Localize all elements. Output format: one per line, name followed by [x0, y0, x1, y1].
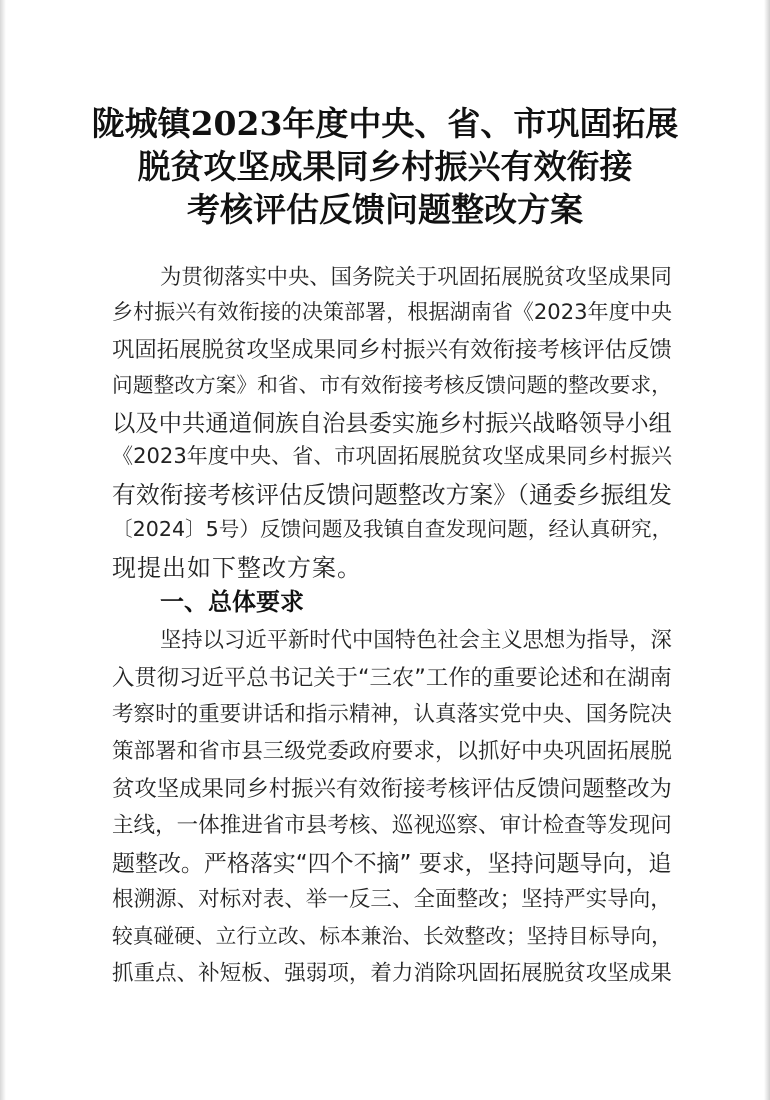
section-line: 题整改。严格落实“四个不摘” 要求，坚持问题导向，追 — [112, 851, 672, 877]
section-line: 较真碰硬、立行立改、标本兼治、长效整改；坚持目标导向， — [112, 924, 672, 948]
section-line: 坚持以习近平新时代中国特色社会主义思想为指导，深 — [160, 628, 672, 653]
intro-line: 为贯彻落实中央、国务院关于巩固拓展脱贫攻坚成果同 — [160, 265, 672, 290]
section-line: 入贯彻习近平总书记关于“三农”工作的重要论述和在湖南 — [112, 665, 672, 691]
intro-line: 《2023年度中央、省、市巩固拓展脱贫攻坚成果同乡村振兴 — [112, 443, 672, 468]
intro-line: 乡村振兴有效衔接的决策部署，根据湖南省《2023年度中央 — [112, 299, 672, 324]
section-line: 根溯源、对标对表、举一反三、全面整改；坚持严实导向， — [112, 887, 672, 912]
section-line: 贫攻坚成果同乡村振兴有效衔接考核评估反馈问题整改为 — [112, 776, 672, 802]
intro-line: 问题整改方案》和省、市有效衔接考核反馈问题的整改要求， — [112, 373, 672, 397]
section-line: 策部署和省市县三级党委政府要求，以抓好中央巩固拓展脱 — [112, 739, 672, 764]
section-line: 主线，一体推进省市县考核、巡视巡察、审计检查等发现问 — [112, 813, 672, 838]
title-line-1: 陇城镇2023年度中央、省、市巩固拓展 — [91, 104, 679, 143]
intro-line: 巩固拓展脱贫攻坚成果同乡村振兴有效衔接考核评估反馈 — [112, 337, 672, 363]
intro-line: 〔2024〕5号）反馈问题及我镇自查发现问题，经认真研究， — [112, 517, 673, 541]
section-line: 抓重点、补短板、强弱项，着力消除巩固拓展脱贫攻坚成果 — [112, 961, 672, 986]
intro-line: 有效衔接考核评估反馈问题整改方案》（通委乡振组发 — [112, 481, 672, 509]
title-line-2: 脱贫攻坚成果同乡村振兴有效衔接 — [137, 147, 633, 186]
section-line: 考察时的重要讲话和指示精神，认真落实党中央、国务院决 — [112, 702, 672, 727]
section-heading: 一、总体要求 — [160, 588, 304, 616]
title-line-3: 考核评估反馈问题整改方案 — [187, 190, 583, 229]
intro-line: 以及中共通道侗族自治县委实施乡村振兴战略领导小组 — [112, 409, 672, 437]
intro-line: 现提出如下整改方案。 — [112, 554, 362, 582]
